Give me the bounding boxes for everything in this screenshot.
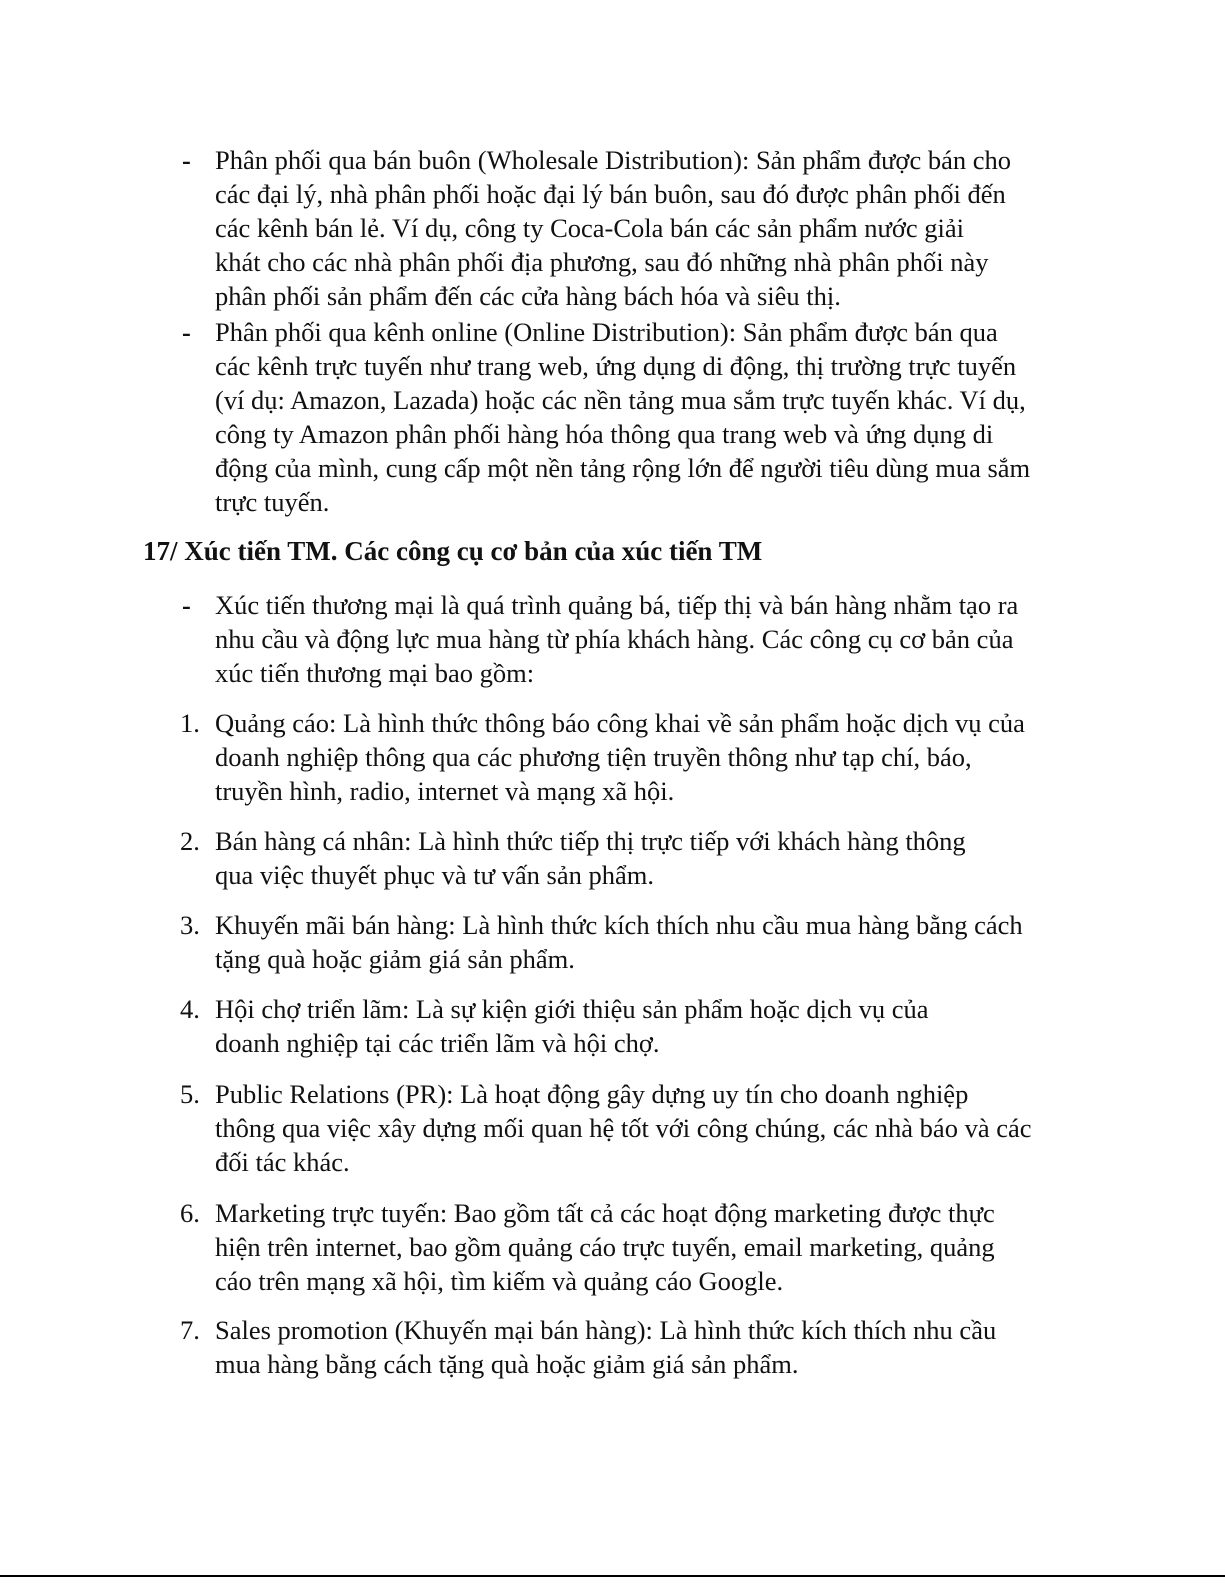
text-line: xúc tiến thương mại bao gồm: xyxy=(215,658,535,688)
list-item-text xyxy=(215,1313,1085,1381)
list-item-text xyxy=(215,992,1085,1060)
text-line: cáo trên mạng xã hội, tìm kiếm và quảng cáo Google. xyxy=(215,1266,784,1296)
text-line: khát cho các nhà phân phối địa phương, sau đó những nhà phân phối này xyxy=(215,247,989,277)
list-number: 2. xyxy=(180,826,200,856)
text-line: mua hàng bằng cách tặng quà hoặc giảm giá sản phẩm. xyxy=(215,1349,799,1379)
bullet-marker: - xyxy=(182,590,191,620)
page-bottom-rule xyxy=(0,1575,1225,1577)
list-item-text xyxy=(215,824,1085,892)
text-line: qua việc thuyết phục và tư vấn sản phẩm. xyxy=(215,860,654,890)
text-line: các kênh bán lẻ. Ví dụ, công ty Coca-Cola bán các sản phẩm nước giải xyxy=(215,213,965,243)
list-number: 3. xyxy=(180,910,200,940)
text-line: Marketing trực tuyến: Bao gồm tất cả các hoạt động marketing được thực xyxy=(215,1198,995,1228)
text-line: Bán hàng cá nhân: Là hình thức tiếp thị trực tiếp với khách hàng thông xyxy=(215,826,966,856)
text-line: Khuyến mãi bán hàng: Là hình thức kích thích nhu cầu mua hàng bằng cách xyxy=(215,910,1023,940)
list-number: 7. xyxy=(180,1315,200,1345)
text-line: đối tác khác. xyxy=(215,1147,350,1177)
text-line: tặng quà hoặc giảm giá sản phẩm. xyxy=(215,944,575,974)
list-number: 6. xyxy=(180,1198,200,1228)
text-line: (ví dụ: Amazon, Lazada) hoặc các nền tảng mua sắm trực tuyến khác. Ví dụ, xyxy=(215,385,1026,415)
text-line: Sales promotion (Khuyến mại bán hàng): Là hình thức kích thích nhu cầu xyxy=(215,1315,997,1345)
text-line: Hội chợ triển lãm: Là sự kiện giới thiệu sản phẩm hoặc dịch vụ của xyxy=(215,994,929,1024)
list-item-text xyxy=(215,1077,1085,1179)
text-line: công ty Amazon phân phối hàng hóa thông qua trang web và ứng dụng di xyxy=(215,419,994,449)
text-line: Quảng cáo: Là hình thức thông báo công khai về sản phẩm hoặc dịch vụ của xyxy=(215,708,1025,738)
list-number: 4. xyxy=(180,994,200,1024)
bullet-marker: - xyxy=(182,145,191,175)
text-line: doanh nghiệp thông qua các phương tiện truyền thông như tạp chí, báo, xyxy=(215,742,972,772)
bullet-text xyxy=(215,143,1085,313)
text-line: hiện trên internet, bao gồm quảng cáo trực tuyến, email marketing, quảng xyxy=(215,1232,995,1262)
text-line: Phân phối qua kênh online (Online Distribution): Sản phẩm được bán qua xyxy=(215,317,998,347)
list-item-text xyxy=(215,908,1085,976)
text-line: Xúc tiến thương mại là quá trình quảng bá, tiếp thị và bán hàng nhằm tạo ra xyxy=(215,590,1019,620)
list-number: 1. xyxy=(180,708,200,738)
bullet-marker: - xyxy=(182,317,191,347)
bullet-text xyxy=(215,588,1085,690)
text-line: động của mình, cung cấp một nền tảng rộng lớn để người tiêu dùng mua sắm xyxy=(215,453,1031,483)
text-line: thông qua việc xây dựng mối quan hệ tốt với công chúng, các nhà báo và các xyxy=(215,1113,1032,1143)
text-line: các đại lý, nhà phân phối hoặc đại lý bán buôn, sau đó được phân phối đến xyxy=(215,179,1006,209)
list-number: 5. xyxy=(180,1079,200,1109)
text-line: nhu cầu và động lực mua hàng từ phía khách hàng. Các công cụ cơ bản của xyxy=(215,624,1014,654)
text-line: Public Relations (PR): Là hoạt động gây dựng uy tín cho doanh nghiệp xyxy=(215,1079,969,1109)
text-line: trực tuyến. xyxy=(215,487,330,517)
text-line: truyền hình, radio, internet và mạng xã hội. xyxy=(215,776,675,806)
text-line: phân phối sản phẩm đến các cửa hàng bách hóa và siêu thị. xyxy=(215,281,841,311)
section-heading: 17/ Xúc tiến TM. Các công cụ cơ bản của xúc tiến TM xyxy=(143,536,763,566)
list-item-text xyxy=(215,706,1085,808)
bullet-text xyxy=(215,315,1085,519)
text-line: Phân phối qua bán buôn (Wholesale Distribution): Sản phẩm được bán cho xyxy=(215,145,1011,175)
list-item-text xyxy=(215,1196,1085,1298)
text-line: doanh nghiệp tại các triển lãm và hội chợ. xyxy=(215,1028,660,1058)
text-line: các kênh trực tuyến như trang web, ứng dụng di động, thị trường trực tuyến xyxy=(215,351,1017,381)
